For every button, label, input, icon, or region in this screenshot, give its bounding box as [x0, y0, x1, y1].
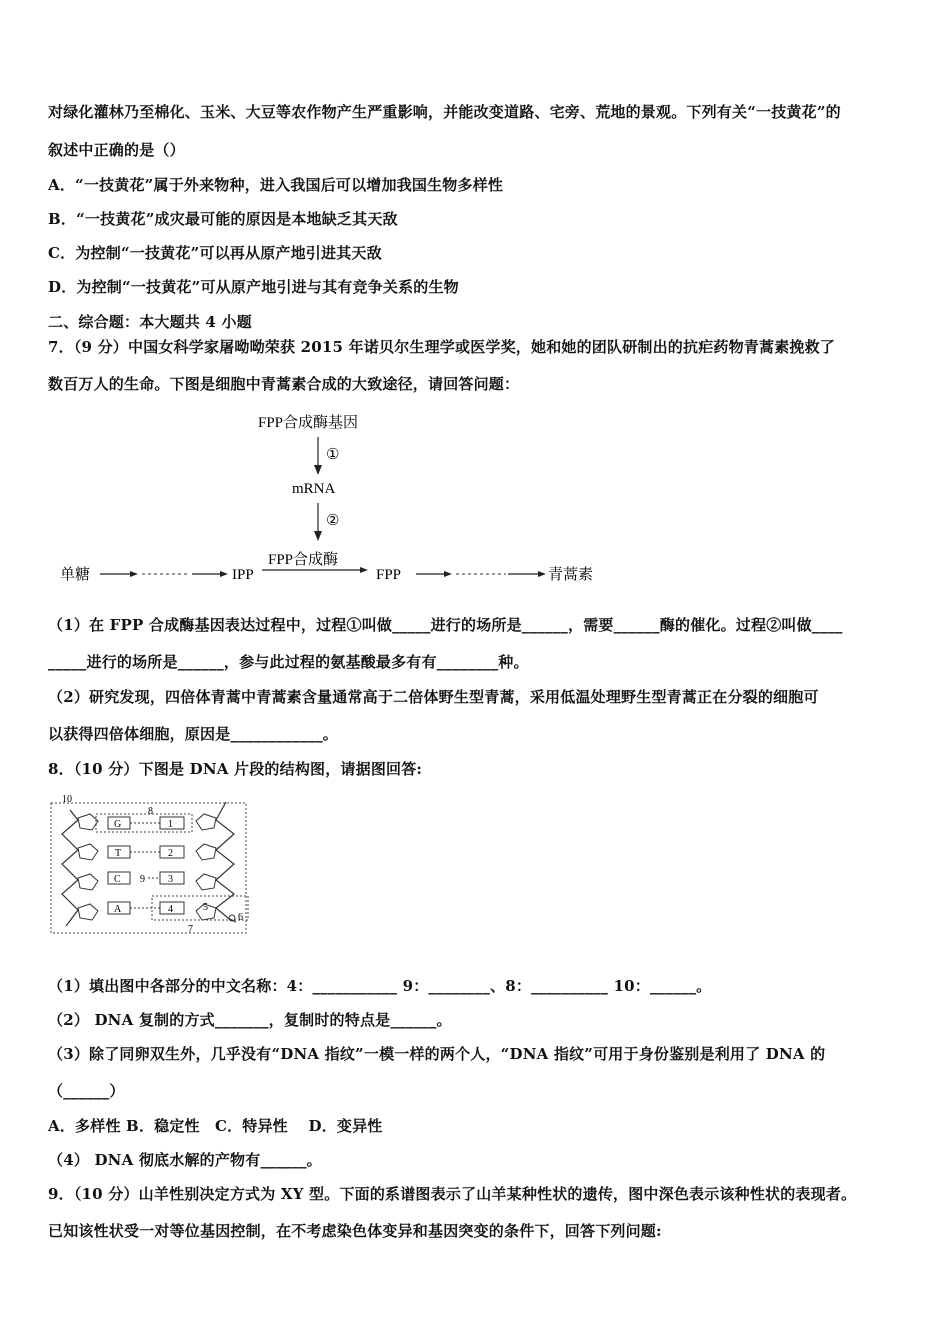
label-4: 4 — [168, 904, 173, 915]
label-9: 9 — [140, 874, 145, 885]
mrna-label: mRNA — [292, 481, 336, 497]
ipp-label: IPP — [232, 567, 254, 583]
q8-sub4: （4） DNA 彻底水解的产物有______。 — [48, 1151, 322, 1169]
q8-sub3-line-1: （3）除了同卵双生外，几乎没有“DNA 指纹”一模一样的两个人，“DNA 指纹”可用于身份鉴别是利用了 DNA 的 — [48, 1045, 826, 1063]
option-c: C．为控制“一技黄花”可以再从原产地引进其天敌 — [48, 244, 382, 262]
q7-stem-1: 7．（9 分）中国女科学家屠呦呦荣获 2015 年诺贝尔生理学或医学奖，她和她的团队研制出的抗疟药物青蒿素挽救了 — [48, 338, 835, 356]
q8-sub2: （2） DNA 复制的方式_______，复制时的特点是______。 — [48, 1011, 452, 1029]
base-c: C — [114, 874, 121, 885]
q8-sub3-line-2: （______） — [48, 1082, 125, 1100]
q7-stem-2: 数百万人的生命。下图是细胞中青蒿素合成的大致途径，请回答问题： — [48, 375, 520, 393]
sugar-label: 单糖 — [60, 567, 91, 583]
q9-stem-1: 9．（10 分）山羊性别决定方式为 XY 型。下面的系谱图表示了山羊某种性状的遗传，图中深色表示该种性状的表现者。 — [48, 1185, 857, 1203]
intro-line-2: 叙述中正确的是（） — [48, 141, 185, 159]
box-10 — [51, 803, 246, 933]
q7-sub1-line-2: _____进行的场所是______，参与此过程的氨基酸最多有有________种。 — [48, 653, 529, 671]
intro-line-1: 对绿化灌林乃至棉化、玉米、大豆等农作物产生严重影响，并能改变道路、宅旁、荒地的景观。下列有关“一技黄花”的 — [48, 103, 841, 121]
q7-sub2-line-2: 以获得四倍体细胞，原因是____________。 — [48, 725, 339, 743]
q7-sub2-line-1: （2）研究发现，四倍体青蒿中青蒿素含量通常高于二倍体野生型青蒿，采用低温处理野生型青蒿正在分裂的细胞可 — [48, 688, 819, 706]
label-5: 5 — [203, 902, 208, 913]
option-d: D．为控制“一技黄花”可从原产地引进与其有竞争关系的生物 — [48, 278, 459, 296]
option-b: B．“一技黄花”成灾最可能的原因是本地缺乏其天敌 — [48, 210, 398, 228]
base-a: A — [114, 904, 122, 915]
label-6: 6 — [238, 912, 243, 923]
label-2: 2 — [168, 848, 173, 859]
step1-label: ① — [326, 447, 340, 463]
q8-stem: 8．（10 分）下图是 DNA 片段的结构图，请据图回答: — [48, 760, 423, 778]
label-7: 7 — [188, 924, 193, 935]
option-a: A．“一技黄花”属于外来物种，进入我国后可以增加我国生物多样性 — [48, 176, 504, 194]
label-3: 3 — [168, 874, 173, 885]
q8-options: A．多样性 B．稳定性 C．特异性 D．变异性 — [48, 1117, 383, 1135]
step2-label: ② — [326, 513, 340, 529]
label-10: 10 — [62, 794, 72, 805]
artemisinin-label: 青蒿素 — [548, 567, 594, 583]
arrow-head-2 — [314, 531, 322, 541]
label-1: 1 — [168, 819, 173, 830]
arrow-head-1 — [314, 465, 322, 475]
section-title: 二、综合题：本大题共 4 小题 — [48, 313, 252, 331]
fpp-label: FPP — [376, 567, 402, 583]
gene-label: FPP合成酶基因 — [258, 415, 359, 431]
base-g: G — [114, 819, 122, 830]
label-8: 8 — [148, 806, 153, 817]
q8-sub1: （1）填出图中各部分的中文名称：4：___________ 9：________、8：__________ 10：______。 — [48, 977, 712, 995]
q7-sub1-line-1: （1）在 FPP 合成酶基因表达过程中，过程①叫做_____进行的场所是______，需要______酶的催化。过程②叫做____ — [48, 616, 843, 634]
q9-stem-2: 已知该性状受一对等位基因控制，在不考虑染色体变异和基因突变的条件下，回答下列问题: — [48, 1222, 662, 1240]
base-t: T — [115, 848, 122, 859]
artemisinin-pathway-diagram — [50, 405, 610, 595]
dna-structure-diagram — [48, 790, 260, 940]
enzyme-label: FPP合成酶 — [268, 552, 339, 568]
